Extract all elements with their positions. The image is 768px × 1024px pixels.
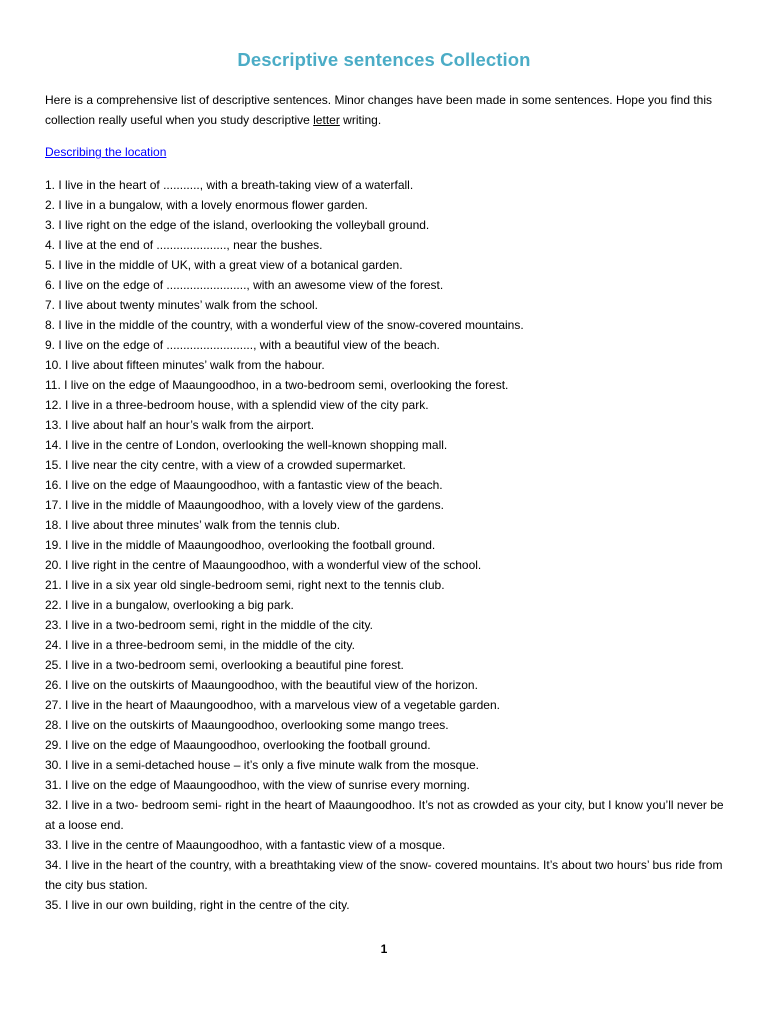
list-item: 29. I live on the edge of Maaungoodhoo, overlooking the football ground.	[45, 738, 431, 752]
list-item: 13. I live about half an hour’s walk from the airport.	[45, 418, 315, 432]
list-item: 21. I live in a six year old single-bedroom semi, right next to the tennis club.	[45, 578, 445, 592]
page-number: 1	[380, 942, 388, 956]
sentence-list	[45, 175, 735, 915]
list-item: 34. I live in the heart of the country, with a breathtaking view of the snow- covered mountains. It’s about two hours’ bus ride from the city bus station.	[45, 858, 723, 892]
intro-text-after: writing.	[339, 113, 382, 127]
list-item: 5. I live in the middle of UK, with a great view of a botanical garden.	[45, 258, 403, 272]
list-item: 28. I live on the outskirts of Maaungoodhoo, overlooking some mango trees.	[45, 718, 449, 732]
list-item: 15. I live near the city centre, with a view of a crowded supermarket.	[45, 458, 406, 472]
list-item: 33. I live in the centre of Maaungoodhoo, with a fantastic view of a mosque.	[45, 838, 446, 852]
list-item: 27. I live in the heart of Maaungoodhoo, with a marvelous view of a vegetable garden.	[45, 698, 500, 712]
list-item: 24. I live in a three-bedroom semi, in the middle of the city.	[45, 638, 355, 652]
intro-text-before: Here is a comprehensive list of descriptive sentences. Minor changes have been made in some sentences. Hope you find this collection really useful when you study descriptive	[45, 93, 713, 127]
list-item: 30. I live in a semi-detached house – it’s only a five minute walk from the mosque.	[45, 758, 479, 772]
letter-link[interactable]: letter	[313, 113, 340, 127]
list-item: 18. I live about three minutes’ walk from the tennis club.	[45, 518, 341, 532]
list-item: 16. I live on the edge of Maaungoodhoo, with a fantastic view of the beach.	[45, 478, 443, 492]
list-item: 19. I live in the middle of Maaungoodhoo, overlooking the football ground.	[45, 538, 436, 552]
list-item: 17. I live in the middle of Maaungoodhoo, with a lovely view of the gardens.	[45, 498, 444, 512]
list-item: 3. I live right on the edge of the island, overlooking the volleyball ground.	[45, 218, 430, 232]
describing-location-link[interactable]: Describing the location	[45, 145, 167, 159]
intro-paragraph	[45, 90, 735, 130]
list-item: 20. I live right in the centre of Maaungoodhoo, with a wonderful view of the school.	[45, 558, 482, 572]
list-item: 35. I live in our own building, right in the centre of the city.	[45, 898, 350, 912]
list-item: 32. I live in a two- bedroom semi- right in the heart of Maaungoodhoo. It’s not as crowded as your city, but I know you’ll never be at a loose end.	[45, 798, 724, 832]
list-item: 2. I live in a bungalow, with a lovely enormous flower garden.	[45, 198, 368, 212]
list-item: 9. I live on the edge of .........................., with a beautiful view of the beach.	[45, 338, 440, 352]
list-item: 11. I live on the edge of Maaungoodhoo, in a two-bedroom semi, overlooking the forest.	[45, 378, 509, 392]
list-item: 4. I live at the end of ....................., near the bushes.	[45, 238, 323, 252]
list-item: 6. I live on the edge of ........................, with an awesome view of the forest.	[45, 278, 444, 292]
list-item: 25. I live in a two-bedroom semi, overlooking a beautiful pine forest.	[45, 658, 404, 672]
list-item: 22. I live in a bungalow, overlooking a big park.	[45, 598, 294, 612]
list-item: 26. I live on the outskirts of Maaungoodhoo, with the beautiful view of the horizon.	[45, 678, 478, 692]
list-item: 7. I live about twenty minutes’ walk from the school.	[45, 298, 319, 312]
list-item: 31. I live on the edge of Maaungoodhoo, with the view of sunrise every morning.	[45, 778, 470, 792]
page-title: Descriptive sentences Collection	[237, 49, 531, 70]
list-item: 10. I live about fifteen minutes’ walk from the habour.	[45, 358, 325, 372]
list-item: 8. I live in the middle of the country, with a wonderful view of the snow-covered mountains.	[45, 318, 524, 332]
list-item: 23. I live in a two-bedroom semi, right in the middle of the city.	[45, 618, 373, 632]
list-item: 14. I live in the centre of London, overlooking the well-known shopping mall.	[45, 438, 448, 452]
list-item: 12. I live in a three-bedroom house, with a splendid view of the city park.	[45, 398, 429, 412]
list-item: 1. I live in the heart of ..........., with a breath-taking view of a waterfall.	[45, 178, 414, 192]
